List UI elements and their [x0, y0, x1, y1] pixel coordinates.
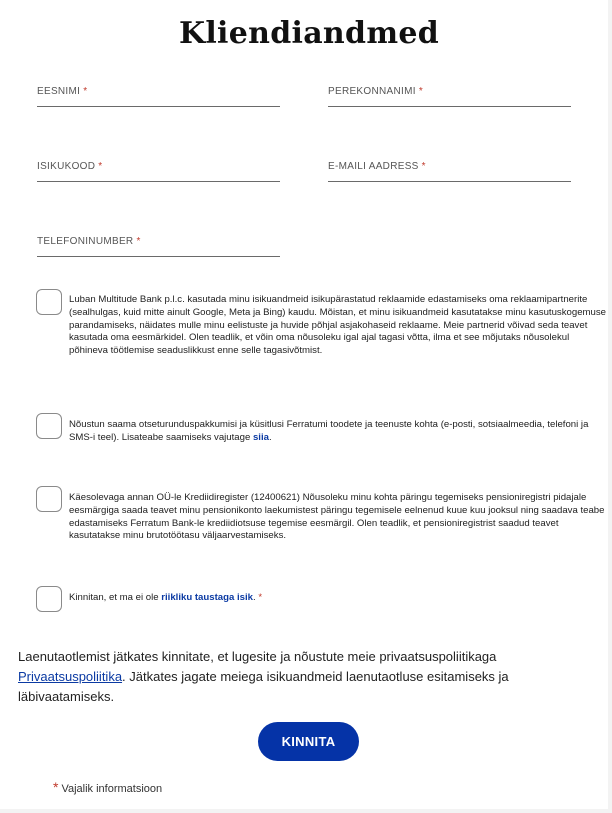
phone-field[interactable]: [37, 230, 280, 257]
required-marker: *: [418, 86, 424, 97]
last-name-input[interactable]: [328, 80, 571, 106]
consent-marketing-text: Nõustun saama otseturunduspakkumisi ja küsitlusi Ferratumi toodete ja teenuste kohta (e-posti, sotsiaalmeedia, telefoni ja SMS-i teel). Lisateabe saamiseks vajutage siia.: [69, 419, 589, 443]
required-info-note: * Vajalik informatsioon: [53, 779, 163, 795]
privacy-policy-link[interactable]: Privaatsuspoliitika: [18, 669, 123, 684]
email-field[interactable]: [328, 155, 571, 182]
last-name-field[interactable]: [328, 80, 571, 107]
marketing-info-link[interactable]: siia: [252, 431, 269, 443]
id-code-input[interactable]: [37, 155, 280, 181]
pep-info-link[interactable]: riikliku taustaga isik: [161, 592, 253, 603]
required-marker: *: [53, 779, 59, 795]
first-name-input[interactable]: [37, 80, 280, 106]
consent-ads-checkbox[interactable]: [36, 289, 62, 315]
required-marker: *: [136, 236, 141, 247]
submit-button[interactable]: KINNITA: [258, 722, 359, 761]
phone-input[interactable]: [37, 230, 280, 256]
first-name-label: EESNIMI *: [37, 86, 88, 97]
consent-ads-text: Luban Multitude Bank p.l.c. kasutada minu isikuandmeid isikupärastatud reklaamide edastamiseks oma reklaamipartnerite (sealhulgas, kuid mitte ainult Google, Meta ja Bing) kaudu. Mõistan, et minu isikuandmeid kasutatakse minu kasutuskogemuse parandamiseks, näidates mulle minu eelistuste ja huvide põhjal asjakohaseid reklaame. Meie partnerid võivad seda teavet kasutada oma eesmärkidel. Olen teadlik, et võin oma nõusoleku igal ajal tagasi võtta, ilma et see mõjutaks nõusolekul põhineva töötlemise seaduslikkust enne selle tagasivõtmist.: [69, 294, 606, 357]
consent-pension-checkbox[interactable]: [36, 486, 62, 512]
email-input[interactable]: [328, 155, 571, 181]
first-name-field[interactable]: [37, 80, 280, 107]
id-code-field[interactable]: [37, 155, 280, 182]
required-marker: *: [258, 592, 263, 603]
last-name-label: PEREKONNANIMI *: [328, 86, 424, 97]
consent-pep-checkbox[interactable]: [36, 586, 62, 612]
required-marker: *: [83, 86, 88, 97]
required-marker: *: [98, 161, 103, 172]
privacy-note: Laenutaotlemist jätkates kinnitate, et lugesite ja nõustute meie privaatsuspoliitikaga Privaatsuspoliitika. Jätkates jagate meiega isikuandmeid laenutaotluse esitamiseks ja läbivaatamiseks.: [18, 649, 509, 704]
consent-pep-text: Kinnitan, et ma ei ole riikliku taustaga isik. *: [69, 592, 263, 603]
email-label: E-MAILI AADRESS *: [328, 161, 426, 172]
page-title: Kliendiandmed: [178, 16, 440, 51]
consent-marketing-checkbox[interactable]: [36, 413, 62, 439]
required-marker: *: [421, 161, 426, 172]
id-code-label: ISIKUKOOD *: [37, 161, 103, 172]
phone-label: TELEFONINUMBER *: [37, 236, 141, 247]
consent-pension-text: Käesolevaga annan OÜ-le Krediidiregister (12400621) Nõusoleku minu kohta päringu tegemiseks pensioniregistri pidajale eesmärgiga saada teavet minu pensionikonto laekumistest päringu tegemisele eelnenud kuue kuu jooksul ning saadava teabe edastamiseks Ferratum Bank-le krediidiotsuse tegemise eesmärgil. Olen teadlik, et pensioniregistrist saadud teavet kasutatakse minu brutotöötasu väljaarvestamiseks.: [69, 492, 605, 542]
